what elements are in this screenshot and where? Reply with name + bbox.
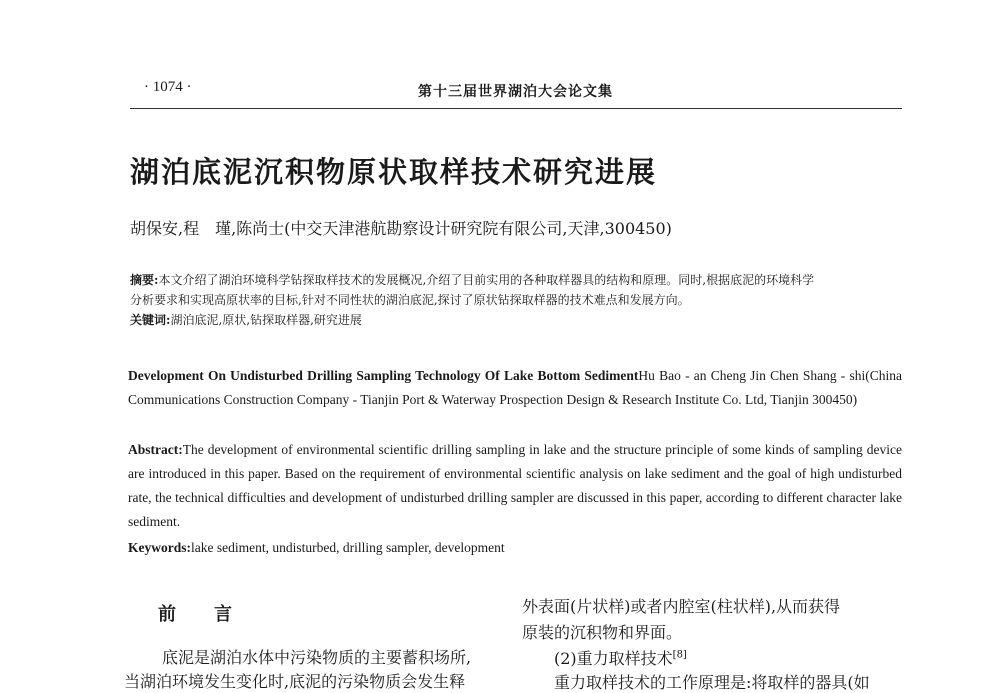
body-right-line2: 原装的沉积物和界面。 xyxy=(522,623,683,642)
authors-zh: 胡保安,程 瑾,陈尚士(中交天津港航勘察设计研究院有限公司,天津,300450) xyxy=(130,219,672,238)
abstract-zh-line2: 分析要求和实现高原状率的目标,针对不同性状的湖泊底泥,探讨了原状钻探取样器的技术难点和发展方向。 xyxy=(130,293,690,307)
header-rule xyxy=(130,108,902,109)
english-title-block xyxy=(128,364,902,412)
keywords-zh-label: 关键词: xyxy=(130,313,171,327)
body-right-line3 xyxy=(554,646,687,669)
body-right-line1: 外表面(片状样)或者内腔室(柱状样),从而获得 xyxy=(522,597,841,616)
paper-title-zh: 湖泊底泥沉积物原状取样技术研究进展 xyxy=(130,155,658,189)
english-keywords-label: Keywords: xyxy=(128,540,191,555)
english-keywords-text: lake sediment, undisturbed, drilling sampler, development xyxy=(191,540,505,555)
subsection-gravity-sampling: (2)重力取样技术 xyxy=(554,649,673,668)
abstract-zh-label: 摘要: xyxy=(130,273,159,287)
abstract-zh xyxy=(130,270,902,330)
english-abstract-label: Abstract: xyxy=(128,442,183,457)
body-right-line4: 重力取样技术的工作原理是:将取样的器具(如 xyxy=(554,673,870,692)
english-authors: Hu Bao - an Cheng Jin Chen Shang - shi(China Communications Construction Company - Tianjin Port & Waterway Prospection Design & Research Institute Co. Ltd, Tianjin 300450) xyxy=(128,368,902,407)
english-abstract xyxy=(128,438,902,534)
running-title: 第十三届世界湖泊大会论文集 xyxy=(418,84,613,100)
abstract-zh-line1: 本文介绍了湖泊环境科学钻探取样技术的发展概况,介绍了目前实用的各种取样器具的结构和原理。同时,根据底泥的环境科学 xyxy=(158,273,815,287)
citation-ref: [8] xyxy=(672,649,687,661)
english-abstract-text: The development of environmental scientific drilling sampling in lake and the structure principle of some kinds of sampling device are introduced in this paper. Based on the requirement of environmental scientific analysis on lake sediment and the goal of high undisturbed rate, the technical difficulties and development of undisturbed drilling sampler are discussed in this paper, according to different character lake sediment. xyxy=(128,442,902,529)
page-number: · 1074 · xyxy=(144,79,192,95)
body-left-line1: 底泥是湖泊水体中污染物质的主要蓄积场所, xyxy=(162,648,472,667)
body-left-line2: 当湖泊环境发生变化时,底泥的污染物质会发生释 xyxy=(124,672,466,691)
english-keywords xyxy=(128,536,902,560)
english-title: Development On Undisturbed Drilling Sampling Technology Of Lake Bottom Sediment xyxy=(128,368,639,383)
section-heading: 前 言 xyxy=(158,604,242,625)
keywords-zh-text: 湖泊底泥,原状,钻探取样器,研究进展 xyxy=(170,313,362,327)
